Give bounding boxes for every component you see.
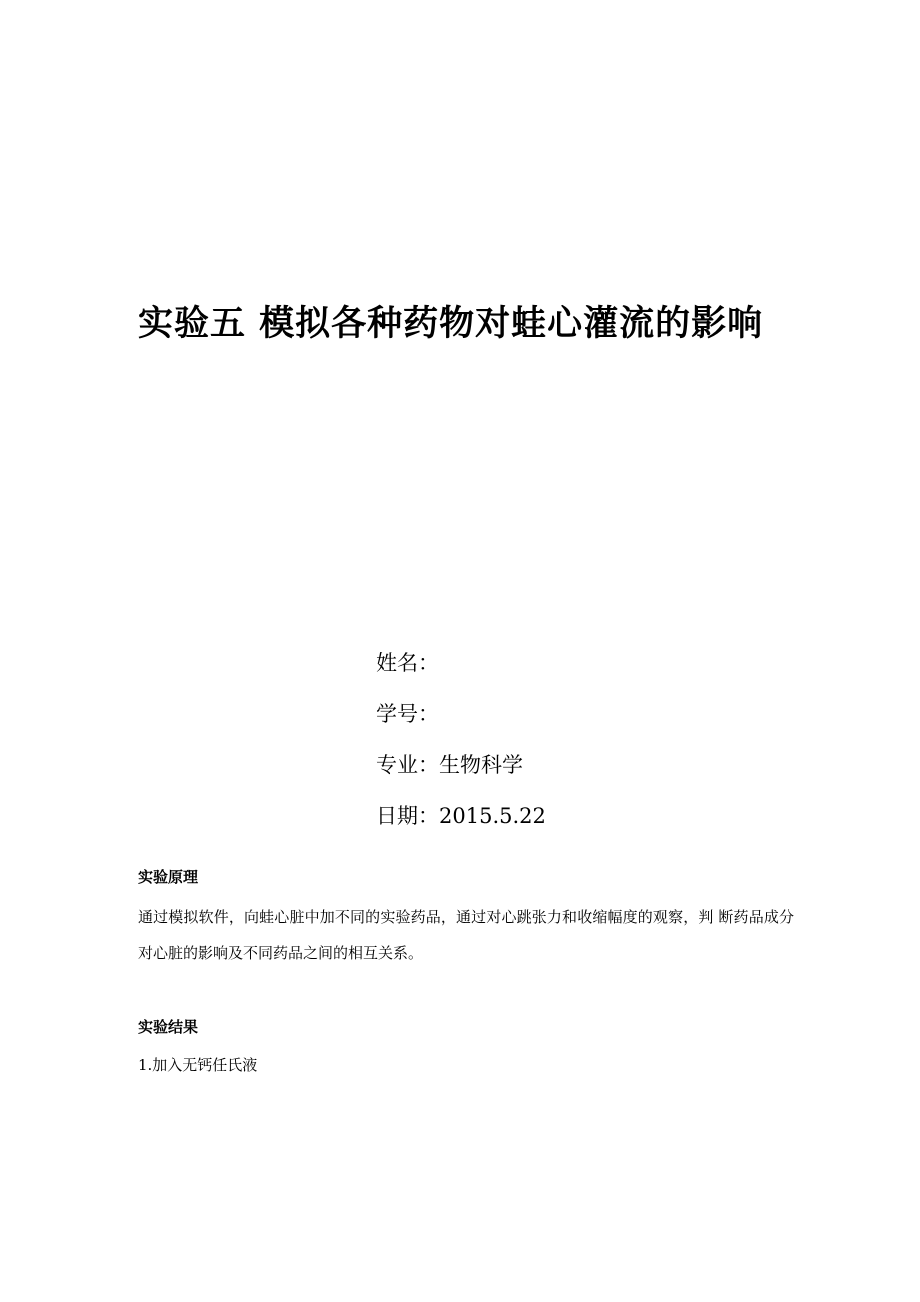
major-field: 专业：生物科学 [376, 753, 523, 777]
student-id-field: 学号： [376, 702, 439, 726]
student-info-block [376, 648, 796, 852]
page-title: 实验五 模拟各种药物对蛙心灌流的影响 [138, 303, 764, 344]
name-field: 姓名： [376, 651, 439, 675]
principle-heading: 实验原理 [138, 868, 199, 886]
results-heading: 实验结果 [138, 1018, 199, 1036]
date-field: 日期：2015.5.22 [376, 804, 546, 828]
principle-paragraph: 通过模拟软件，向蛙心脏中加不同的实验药品，通过对心跳张力和收缩幅度的观察，判 断药品成分对心脏的影响及不同药品之间的相互关系。 [138, 908, 794, 962]
result-item-1: 1.加入无钙任氏液 [138, 1056, 258, 1074]
